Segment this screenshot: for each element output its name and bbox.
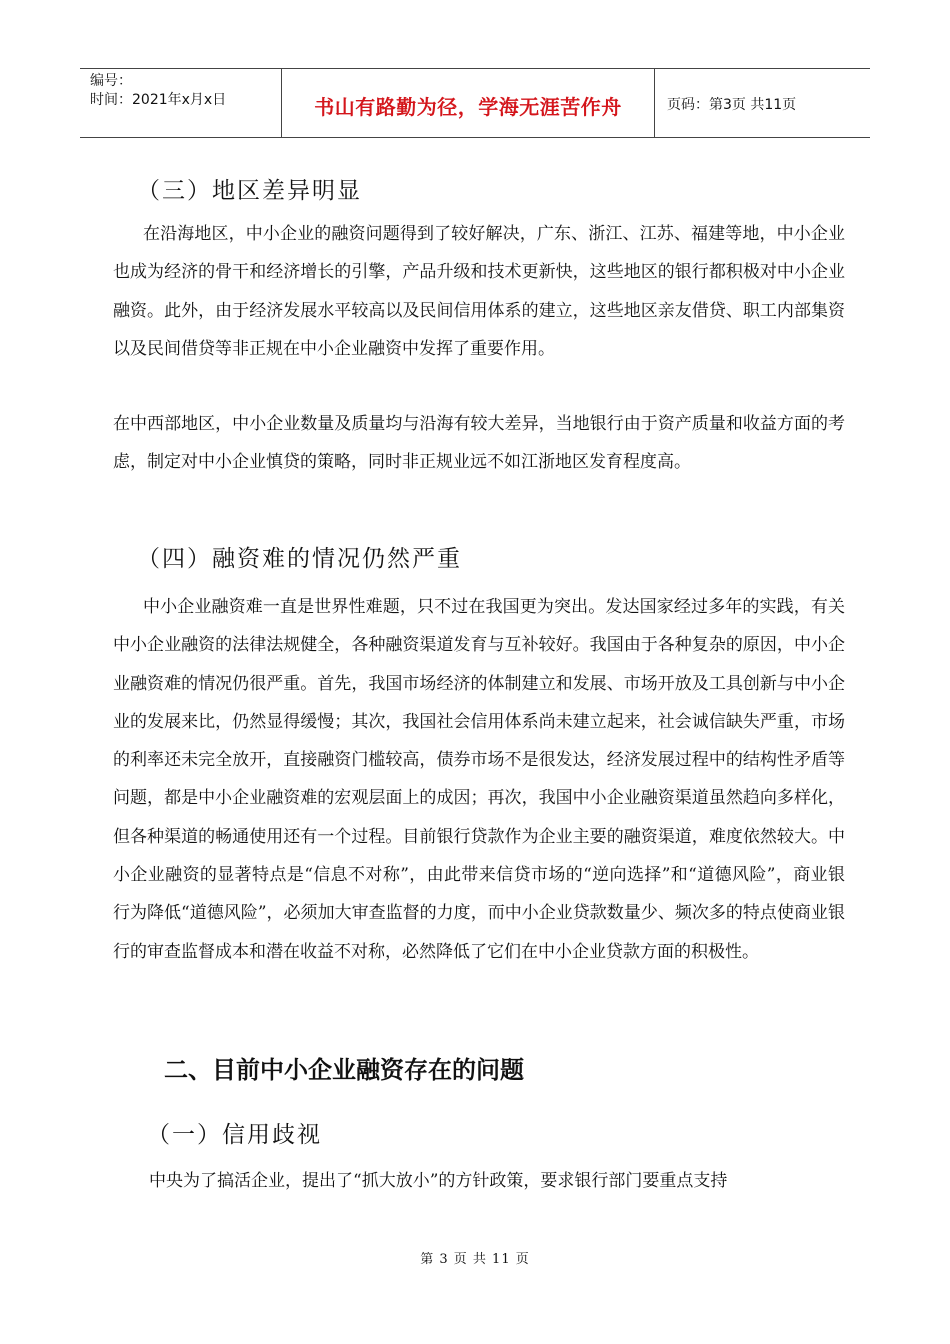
header-page-info: 页码：第3页 共11页 (667, 97, 797, 113)
paragraph-central-west: 在中西部地区，中小企业数量及质量均与沿海有较大差异，当地银行由于资产质量和收益方面的考虑，制定对中小企业慎贷的策略，同时非正规业远不如江浙地区发育程度高。 (113, 414, 845, 473)
paragraph-financing-difficulty: 中小企业融资难一直是世界性难题，只不过在我国更为突出。发达国家经过多年的实践，有关中小企业融资的法律法规健全，各种融资渠道发育与互补较好。我国由于各种复杂的原因，中小企业融资难的情况仍很严重。首先，我国市场经济的体制建立和发展、市场开放及工具创新与中小企业的发展来比，仍然显得缓慢；其次，我国社会信用体系尚未建立起来，社会诚信缺失严重，市场的利率还未完全放开，直接融资门槛较高，债券市场不是很发达，经济发展过程中的结构性矛盾等问题，都是中小企业融资难的宏观层面上的成因；再次，我国中小企业融资渠道虽然趋向多样化，但各种渠道的畅通使用还有一个过程。目前银行贷款作为企业主要的融资渠道，难度依然较大。中小企业融资的显著特点是“信息不对称”，由此带来信贷市场的“逆向选择”和“道德风险”，商业银行为降低“道德风险”，必须加大审查监督的力度，而中小企业贷款数量少、频次多的特点使商业银行的审查监督成本和潜在收益不对称，必然降低了它们在中小企业贷款方面的积极性。 (113, 597, 845, 962)
document-header (80, 68, 870, 138)
paragraph-credit-discrimination: 中央为了搞活企业，提出了“抓大放小”的方针政策，要求银行部门要重点支持 (149, 1171, 728, 1191)
section-heading-4: （四）融资难的情况仍然严重 (137, 546, 462, 572)
header-motto-cell (282, 69, 655, 137)
chapter-heading-2: 二、目前中小企业融资存在的问题 (164, 1056, 524, 1084)
header-motto: 书山有路勤为径，学海无涯苦作舟 (314, 94, 622, 119)
header-meta (80, 69, 282, 137)
section-heading-3: （三）地区差异明显 (137, 178, 362, 204)
paragraph-coastal: 在沿海地区，中小企业的融资问题得到了较好解决，广东、浙江、江苏、福建等地，中小企业也成为经济的骨干和经济增长的引擎，产品升级和技术更新快，这些地区的银行都积极对中小企业融资。此外，由于经济发展水平较高以及民间信用体系的建立，这些地区亲友借贷、职工内部集资以及民间借贷等非正规在中小企业融资中发挥了重要作用。 (113, 224, 845, 359)
page-footer: 第 3 页 共 11 页 (420, 1252, 530, 1267)
section-heading-credit-discrimination: （一）信用歧视 (147, 1122, 322, 1148)
time-label: 时间：2021年x月x日 (90, 92, 227, 108)
number-label: 编号： (90, 73, 132, 89)
